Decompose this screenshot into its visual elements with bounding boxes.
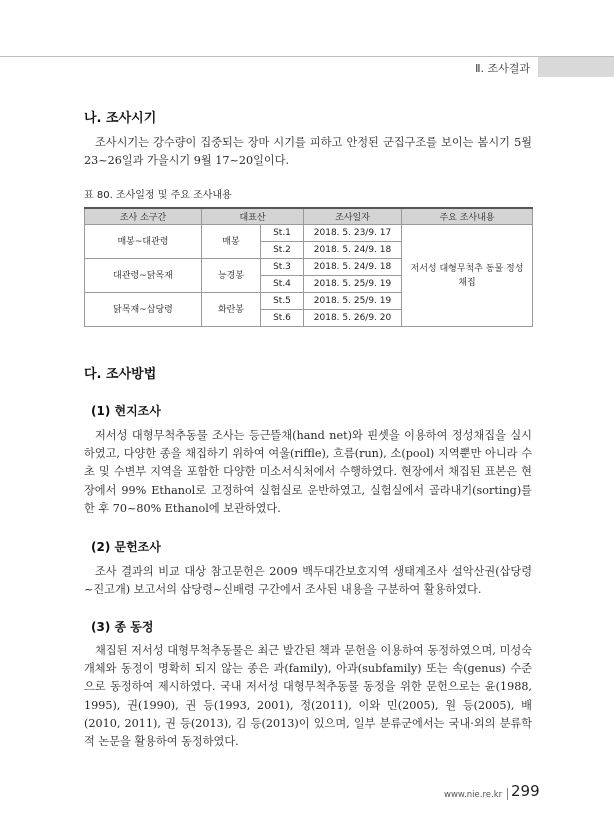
section-heading-timing: 나. 조사시기 bbox=[84, 111, 157, 126]
segment-cell: 매봉~대관령 bbox=[85, 225, 202, 259]
mountain-cell: 능경봉 bbox=[202, 259, 261, 293]
segment-cell: 닭목재~삽당령 bbox=[85, 293, 202, 327]
date-cell: 2018. 5. 24/9. 18 bbox=[304, 259, 402, 276]
page-number: 299 bbox=[511, 782, 540, 800]
mountain-cell: 매봉 bbox=[202, 225, 261, 259]
table-row bbox=[85, 225, 533, 242]
footer-url: www.nie.re.kr bbox=[444, 790, 503, 800]
station-cell: St.2 bbox=[261, 242, 304, 259]
date-cell: 2018. 5. 25/9. 19 bbox=[304, 293, 402, 310]
station-cell: St.5 bbox=[261, 293, 304, 310]
column-header: 주요 조사내용 bbox=[402, 208, 533, 225]
literature-paragraph: 조사 결과의 비교 대상 참고문헌은 2009 백두대간보호지역 생태계조사 설악산권(삽당령~진고개) 보고서의 삽당령~신배령 구간에서 조사된 내용을 구분하여 활용하였다. bbox=[84, 565, 532, 597]
header-rule bbox=[0, 56, 614, 57]
column-header: 대표산 bbox=[202, 208, 304, 225]
date-cell: 2018. 5. 23/9. 17 bbox=[304, 225, 402, 242]
field-survey-paragraph: 저서성 대형무척추동물 조사는 등근뜰채(hand net)와 핀셋을 이용하여 정성채집을 실시하였고, 다양한 종을 채집하기 위하여 여울(riffle), 흐름(run), 소(pool) 지역뿐만 아니라 수초 및 수변부 지역을 포함한 다양한 미소서식처에서 수행하였다. 현장에서 채집된 표본은 현장에서 99% Ethanol로 고정하여 실험실로 운반하였고, 실험실에서 골라내기(sorting)를 한 후 70~80% Ethanol에 보관하였다. bbox=[84, 429, 532, 515]
table-caption: 표 80. 조사일정 및 주요 조사내용 bbox=[84, 190, 232, 201]
subheading-field-survey: (1) 현지조사 bbox=[91, 404, 161, 418]
station-cell: St.1 bbox=[261, 225, 304, 242]
chapter-label: Ⅱ. 조사결과 bbox=[475, 62, 530, 75]
segment-cell: 대관령~닭목재 bbox=[85, 259, 202, 293]
station-cell: St.3 bbox=[261, 259, 304, 276]
footer-divider bbox=[507, 788, 508, 800]
timing-paragraph: 조사시기는 강수량이 집중되는 장마 시기를 피하고 안정된 군집구조를 보이는 봄시기 5월 23~26일과 가을시기 9월 17~20일이다. bbox=[84, 136, 532, 168]
date-cell: 2018. 5. 24/9. 18 bbox=[304, 242, 402, 259]
identification-paragraph: 채집된 저서성 대형무척추동물은 최근 발간된 책과 문헌을 이용하여 동정하였으며, 미성숙 개체와 동정이 명확히 되지 않는 종은 과(family), 아과(subfamily) 또는 속(genus) 수준으로 동정하여 제시하였다. 국내 저서성 대형무척추동물 동정을 위한 문헌으로는 윤(1988, 1995), 권(1990), 권 등(1993, 2001), 정(2011), 이와 민(2005), 원 등(2005), 배(2010, 2011), 권 등(2013), 김 등(2013)이 있으며, 일부 분류군에서는 국내·외의 분류학적 논문을 활용하여 동정하였다. bbox=[84, 644, 532, 749]
subheading-identification: (3) 종 동정 bbox=[91, 620, 154, 634]
subheading-literature: (2) 문헌조사 bbox=[91, 540, 161, 554]
station-cell: St.4 bbox=[261, 276, 304, 293]
column-header: 조사일자 bbox=[304, 208, 402, 225]
station-cell: St.6 bbox=[261, 310, 304, 327]
section-heading-method: 다. 조사방법 bbox=[84, 367, 157, 382]
date-cell: 2018. 5. 25/9. 19 bbox=[304, 276, 402, 293]
column-header: 조사 소구간 bbox=[85, 208, 202, 225]
content-cell: 저서성 대형무척추 동물 정성 채집 bbox=[402, 225, 533, 327]
mountain-cell: 화란봉 bbox=[202, 293, 261, 327]
date-cell: 2018. 5. 26/9. 20 bbox=[304, 310, 402, 327]
table-header-row bbox=[85, 208, 533, 225]
header-tab bbox=[538, 57, 614, 77]
survey-schedule-table bbox=[84, 207, 533, 327]
